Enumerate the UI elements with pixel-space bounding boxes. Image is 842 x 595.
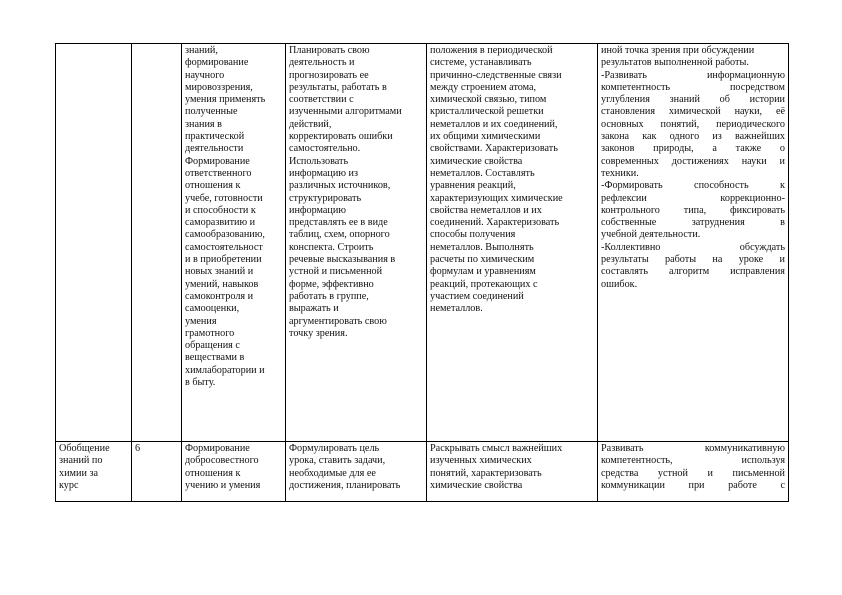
cell-text-line: становления химической науки, её <box>601 106 785 118</box>
cell-text-line: составлять алгоритм исправления <box>601 266 785 278</box>
cell-text-line: контрольного типа, фиксировать <box>601 204 785 216</box>
cell-text-line: химической связью, типом <box>430 94 547 106</box>
cell-text-line: неметаллов и их соединений, <box>430 118 558 130</box>
cell-text-line: углубления знаний об истории <box>601 94 785 106</box>
cell-text-line: отношения к <box>185 467 241 479</box>
cell-personal-results <box>182 442 286 502</box>
cell-hours <box>132 44 182 442</box>
cell-text-line: практической <box>185 131 245 143</box>
cell-text-line: участием соединений <box>430 290 524 302</box>
cell-topic <box>56 442 132 502</box>
cell-metasubject-results <box>286 442 427 502</box>
cell-text-line: Планировать свою <box>289 45 370 56</box>
cell-text-line: основных понятий, периодического <box>601 118 785 130</box>
cell-competencies <box>598 44 789 442</box>
cell-text-line: уравнения реакций, <box>430 180 516 192</box>
cell-text-line: курс <box>59 479 79 491</box>
cell-text-line: положения в периодической <box>430 45 553 56</box>
cell-text-line: химлаборатории и <box>185 364 265 376</box>
cell-metasubject-results <box>286 44 427 442</box>
cell-text-line: учению и умения <box>185 479 261 491</box>
cell-text-line: выражать и <box>289 303 339 315</box>
cell-competencies <box>598 442 789 502</box>
cell-text-line: структурировать <box>289 192 362 204</box>
cell-text-line: информацию из <box>289 167 358 179</box>
cell-text-line: химические свойства <box>430 155 523 167</box>
cell-text-line: изученными алгоритмами <box>289 106 402 118</box>
cell-text-line: самостоятельност <box>185 241 263 253</box>
cell-text-line: 6 <box>135 443 141 454</box>
table-row <box>56 44 789 442</box>
cell-text-line: корректировать ошибки <box>289 131 393 143</box>
cell-text-line: техники. <box>601 167 639 179</box>
cell-text-line: современных достижениях науки и <box>601 155 785 167</box>
cell-text-line: знаний, <box>185 45 218 56</box>
cell-text-line: результатов выполненной работы. <box>601 57 749 69</box>
cell-text-line: между строением атома, <box>430 81 537 93</box>
cell-text-line: добросовестного <box>185 455 259 467</box>
cell-subject-results <box>427 442 598 502</box>
cell-text-line: достижения, планировать <box>289 479 401 491</box>
table-row <box>56 442 789 502</box>
cell-text-line: полученные <box>185 106 238 118</box>
cell-text-line: ошибок. <box>601 278 638 290</box>
cell-text-line: умения применять <box>185 94 266 106</box>
cell-text-line: научного <box>185 69 225 81</box>
lesson-plan-table <box>55 43 789 502</box>
cell-text-line: грамотного <box>185 327 235 339</box>
cell-text-line: их общими химическими <box>430 131 541 143</box>
cell-text-line: и в приобретении <box>185 254 262 266</box>
cell-text-line: знаний по <box>59 455 103 467</box>
cell-text-line: веществами в <box>185 352 245 364</box>
cell-text-line: аргументировать свою <box>289 315 387 327</box>
cell-text-line: результаты, работать в <box>289 81 387 93</box>
cell-text-line: конспекта. Строить <box>289 241 374 253</box>
cell-text-line: Формулировать цель <box>289 443 380 454</box>
cell-text-line: системе, устанавливать <box>430 57 532 69</box>
cell-text-line: умений, навыков <box>185 278 259 290</box>
cell-text-line: самостоятельно. <box>289 143 361 155</box>
cell-text-line: результаты работы на уроке и <box>601 254 785 266</box>
cell-text-line: коммуникации при работе с <box>601 479 785 491</box>
cell-text-line: -Формировать способность к <box>601 180 785 192</box>
cell-text-line: речевые высказывания в <box>289 254 396 266</box>
cell-text-line: мировоззрения, <box>185 81 253 93</box>
cell-text-line: отношения к <box>185 180 241 192</box>
cell-text-line: компетентность посредством <box>601 81 785 93</box>
cell-text-line: самоконтроля и <box>185 290 254 302</box>
cell-text-line: -Коллективно обсуждать <box>601 241 785 253</box>
cell-text-line: работать в группе, <box>289 290 369 302</box>
cell-text-line: Раскрывать смысл важнейших <box>430 443 563 454</box>
cell-text-line: формулам и уравнениям <box>430 266 536 278</box>
cell-text-line: самооценки, <box>185 303 240 315</box>
cell-text-line: законов природы, а также о <box>601 143 785 155</box>
cell-text-line: таблиц, схем, опорного <box>289 229 390 241</box>
cell-text-line: иной точка зрения при обсуждении <box>601 45 755 56</box>
cell-text-line: собственные затруднения в <box>601 217 785 229</box>
cell-text-line: причинно-следственные связи <box>430 69 562 81</box>
cell-text-line: учебной деятельности. <box>601 229 701 241</box>
cell-text-line: умения <box>185 315 217 327</box>
cell-text-line: точку зрения. <box>289 327 348 339</box>
cell-text-line: форме, эффективно <box>289 278 374 290</box>
cell-text-line: неметаллов. <box>430 303 483 315</box>
cell-text-line: Использовать <box>289 155 349 167</box>
cell-text-line: необходимые для ее <box>289 467 376 479</box>
cell-text-line: урока, ставить задачи, <box>289 455 386 467</box>
cell-text-line: -Развивать информационную <box>601 69 785 81</box>
cell-text-line: учебе, готовности <box>185 192 263 204</box>
cell-text-line: средства устной и письменной <box>601 467 785 479</box>
cell-text-line: кристаллической решетки <box>430 106 544 118</box>
cell-text-line: знания в <box>185 118 222 130</box>
cell-text-line: в быту. <box>185 377 216 389</box>
cell-text-line: прогнозировать ее <box>289 69 369 81</box>
cell-text-line: химии за <box>59 467 98 479</box>
cell-text-line: способы получения <box>430 229 516 241</box>
cell-text-line: представлять ее в виде <box>289 217 388 229</box>
cell-text-line: деятельности <box>185 143 244 155</box>
cell-text-line: компетентность, используя <box>601 455 785 467</box>
cell-text-line: химические свойства <box>430 479 523 491</box>
cell-text-line: обращения с <box>185 340 240 352</box>
cell-text-line: Развивать коммуникативную <box>601 443 785 454</box>
cell-text-line: свойствами. Характеризовать <box>430 143 558 155</box>
cell-text-line: и способности к <box>185 204 256 216</box>
cell-text-line: формирование <box>185 57 249 69</box>
cell-text-line: деятельность и <box>289 57 355 69</box>
cell-text-line: различных источников, <box>289 180 391 192</box>
cell-subject-results <box>427 44 598 442</box>
cell-text-line: изученных химических <box>430 455 532 467</box>
cell-topic <box>56 44 132 442</box>
cell-text-line: закона как одного из важнейших <box>601 131 785 143</box>
cell-text-line: Формирование <box>185 443 250 454</box>
cell-text-line: реакций, протекающих с <box>430 278 538 290</box>
cell-text-line: Формирование <box>185 155 250 167</box>
cell-text-line: соединений. Характеризовать <box>430 217 560 229</box>
cell-text-line: расчеты по химическим <box>430 254 535 266</box>
cell-text-line: саморазвитию и <box>185 217 256 229</box>
cell-text-line: Обобщение <box>59 443 110 454</box>
cell-text-line: устной и письменной <box>289 266 383 278</box>
cell-text-line: характеризующих химические <box>430 192 563 204</box>
cell-text-line: самообразованию, <box>185 229 265 241</box>
cell-text-line: неметаллов. Составлять <box>430 167 535 179</box>
cell-text-line: новых знаний и <box>185 266 254 278</box>
cell-text-line: ответственного <box>185 167 252 179</box>
cell-personal-results <box>182 44 286 442</box>
cell-text-line: соответствии с <box>289 94 354 106</box>
cell-text-line: рефлексии коррекционно- <box>601 192 785 204</box>
cell-text-line: действий, <box>289 118 332 130</box>
cell-hours <box>132 442 182 502</box>
cell-text-line: информацию <box>289 204 346 216</box>
cell-text-line: понятий, характеризовать <box>430 467 542 479</box>
cell-text-line: свойства неметаллов и их <box>430 204 542 216</box>
cell-text-line: неметаллов. Выполнять <box>430 241 534 253</box>
